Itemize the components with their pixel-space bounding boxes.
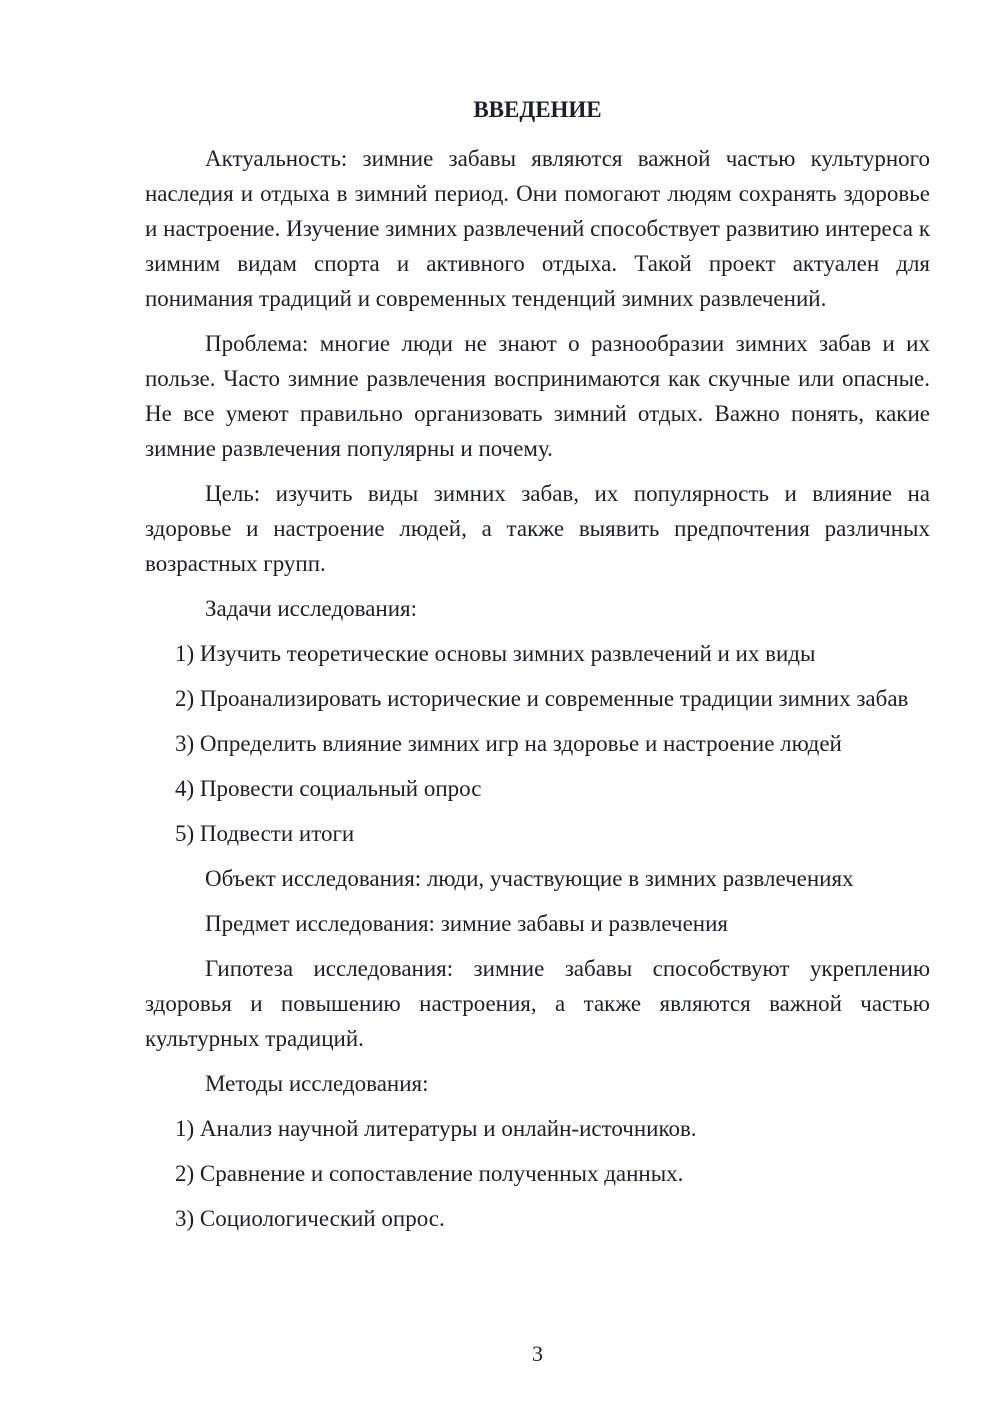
paragraph-object: Объект исследования: люди, участвующие в зимних развлечениях	[205, 866, 854, 891]
paragraph-subject: Предмет исследования: зимние забавы и развлечения	[205, 911, 728, 936]
task-list-item-1: 1) Изучить теоретические основы зимних развлечений и их виды	[175, 641, 816, 666]
paragraph-goal: Цель: изучить виды зимних забав, их популярность и влияние на здоровье и настроение людей, а также выявить предпочтения различных возрастных групп.	[145, 481, 930, 576]
method-list-item-3: 3) Социологический опрос.	[175, 1206, 445, 1231]
page-number: 3	[532, 1341, 543, 1366]
paragraph-problem: Проблема: многие люди не знают о разнообразии зимних забав и их пользе. Часто зимние развлечения воспринимаются как скучные или опасные. Не все умеют правильно организовать зимний отдых. Важно понять, какие зимние развлечения популярны и почему.	[145, 331, 930, 461]
task-list-item-3: 3) Определить влияние зимних игр на здоровье и настроение людей	[175, 731, 842, 756]
task-list-item-5: 5) Подвести итоги	[175, 821, 355, 846]
section-title: ВВЕДЕНИЕ	[473, 97, 602, 122]
paragraph-relevance: Актуальность: зимние забавы являются важной частью культурного наследия и отдыха в зимний период. Они помогают людям сохранять здоровье и настроение. Изучение зимних развлечений способствует развитию интереса к зимним видам спорта и активного отдыха. Такой проект актуален для понимания традиций и современных тенденций зимних развлечений.	[145, 146, 930, 311]
paragraph-hypothesis: Гипотеза исследования: зимние забавы способствуют укреплению здоровья и повышению настроения, а также являются важной частью культурных традиций.	[145, 956, 930, 1051]
task-list-item-4: 4) Провести социальный опрос	[175, 776, 482, 801]
method-list-item-2: 2) Сравнение и сопоставление полученных данных.	[175, 1161, 684, 1186]
paragraph-methods-heading: Методы исследования:	[205, 1071, 429, 1096]
method-list-item-1: 1) Анализ научной литературы и онлайн-источников.	[175, 1116, 697, 1141]
paragraph-tasks-heading: Задачи исследования:	[205, 596, 418, 621]
task-list-item-2: 2) Проанализировать исторические и современные традиции зимних забав	[175, 686, 909, 711]
